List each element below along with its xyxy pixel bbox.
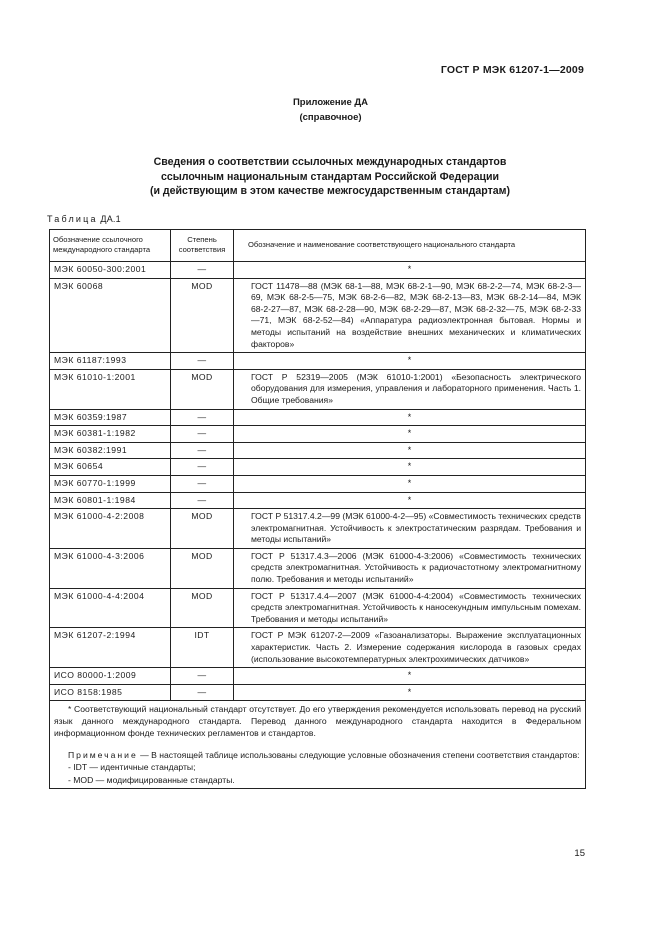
table-row [50, 588, 586, 628]
cell-international-standard: МЭК 60359:1987 [50, 409, 171, 426]
table-row [50, 475, 586, 492]
cell-degree: MOD [171, 278, 234, 353]
table-label [47, 214, 121, 224]
cell-international-standard: МЭК 60050-300:2001 [50, 262, 171, 279]
cell-degree: — [171, 353, 234, 370]
standards-table [49, 229, 586, 789]
national-standard-text: ГОСТ Р 51317.4.3—2006 (МЭК 61000-4-3:2006) «Совместимость технических средств электромагнитная. Устойчивость к радиочастотному электромагнитному полю. Требования и методы испытаний» [251, 550, 581, 585]
cell-national-standard: * [234, 409, 586, 426]
cell-degree: — [171, 684, 234, 701]
cell-national-standard: * [234, 262, 586, 279]
page-number: 15 [574, 848, 585, 859]
cell-international-standard: МЭК 60068 [50, 278, 171, 353]
table-row [50, 548, 586, 588]
note [54, 749, 581, 761]
cell-national-standard: * [234, 668, 586, 685]
cell-degree: MOD [171, 369, 234, 409]
cell-international-standard: МЭК 60654 [50, 459, 171, 476]
cell-degree: — [171, 442, 234, 459]
national-standard-text: ГОСТ Р МЭК 61207-2—2009 «Газоанализаторы. Выражение эксплуатационных характеристик. Часть 2. Измерение содержания кислорода в газовых средах (использование высокотемпературных электрохимических датчиков» [251, 630, 581, 664]
footnote: * Соответствующий национальный стандарт отсутствует. До его утверждения рекомендуется использовать перевод на русский язык данного международного стандарта. Перевод данного международного стандарта находится в Федеральном информационном фонде технических регламентов и стандартов. [54, 704, 581, 739]
cell-degree: — [171, 668, 234, 685]
note-item: - MOD — модифицированные стандарты. [68, 774, 235, 785]
cell-degree: — [171, 409, 234, 426]
table-row [50, 442, 586, 459]
cell-national-standard: * [234, 684, 586, 701]
annex-heading [0, 95, 661, 125]
cell-international-standard: МЭК 61000-4-3:2006 [50, 548, 171, 588]
table-row [50, 426, 586, 443]
table-row [50, 668, 586, 685]
cell-international-standard: МЭК 60382:1991 [50, 442, 171, 459]
cell-international-standard: МЭК 60801-1:1984 [50, 492, 171, 509]
title-line: (и действующим в этом качестве межгосударственным стандартам) [149, 185, 511, 197]
table-row [50, 509, 586, 549]
cell-degree: IDT [171, 628, 234, 668]
national-standard-text: ГОСТ 11478—88 (МЭК 68-1—88, МЭК 68-2-1—90, МЭК 68-2-2—74, МЭК 68-2-3—69, МЭК 68-2-5—75, МЭК 68-2-6—82, МЭК 68-2-13—83, МЭК 68-2-14—84, МЭК 68-2-27—87, МЭК 68-2-28—90, МЭК 68-2-29—87, МЭК 68-2-32—75, МЭК 68-2-33—71, МЭК 68-2-52—84) «Аппаратура радиоэлектронная бытовая. Нормы и методы испытаний на воздействие внешних механических и климатических факторов» [251, 280, 581, 349]
cell-international-standard: ИСО 80000-1:2009 [50, 668, 171, 685]
cell-degree: — [171, 492, 234, 509]
national-standard-text: ГОСТ Р 51317.4.2—99 (МЭК 61000-4-2—95) «Совместимость технических средств электромагнитная. Устойчивость к электростатическим разрядам. Требования и методы испытаний» [251, 511, 581, 545]
title-line: ссылочным национальным стандартам Российской Федерации [160, 170, 500, 183]
cell-degree: — [171, 475, 234, 492]
annex-title: Приложение ДА [292, 97, 369, 108]
note-item: - IDT — идентичные стандарты; [68, 762, 196, 773]
header-national-standard: Обозначение и наименование соответствующего национального стандарта [234, 230, 586, 262]
cell-national-standard: * [234, 492, 586, 509]
cell-degree: — [171, 426, 234, 443]
table-row [50, 369, 586, 409]
table-body [50, 262, 586, 701]
cell-national-standard [234, 369, 586, 409]
cell-international-standard: МЭК 60770-1:1999 [50, 475, 171, 492]
table-row [50, 409, 586, 426]
table-row [50, 459, 586, 476]
header-international-standard: Обозначение ссылочного международного стандарта [50, 230, 171, 262]
note-label: Примечание [68, 750, 138, 761]
table-row [50, 262, 586, 279]
table-row [50, 492, 586, 509]
cell-international-standard: МЭК 61010-1:2001 [50, 369, 171, 409]
cell-national-standard [234, 509, 586, 549]
cell-national-standard: * [234, 475, 586, 492]
cell-international-standard: ИСО 8158:1985 [50, 684, 171, 701]
cell-degree: MOD [171, 548, 234, 588]
cell-national-standard: * [234, 353, 586, 370]
cell-national-standard: * [234, 426, 586, 443]
cell-national-standard [234, 548, 586, 588]
cell-degree: MOD [171, 509, 234, 549]
cell-national-standard: * [234, 459, 586, 476]
table-row [50, 353, 586, 370]
cell-national-standard [234, 588, 586, 628]
cell-international-standard: МЭК 60381-1:1982 [50, 426, 171, 443]
annex-subtitle: (справочное) [299, 112, 362, 123]
cell-degree: — [171, 459, 234, 476]
table-header-row [50, 230, 586, 262]
cell-national-standard: * [234, 442, 586, 459]
title-line: Сведения о соответствии ссылочных международных стандартов [153, 156, 507, 168]
cell-international-standard: МЭК 61000-4-4:2004 [50, 588, 171, 628]
cell-international-standard: МЭК 61187:1993 [50, 353, 171, 370]
cell-international-standard: МЭК 61207-2:1994 [50, 628, 171, 668]
notes-cell [50, 701, 586, 789]
cell-degree: MOD [171, 588, 234, 628]
note-text: — В настоящей таблице использованы следующие условные обозначения степени соответствия стандартов: [140, 750, 580, 761]
national-standard-text: ГОСТ Р 52319—2005 (МЭК 61010-1:2001) «Безопасность электрического оборудования для измерения, управления и лабораторного применения. Часть 1. Общие требования» [251, 371, 581, 405]
cell-national-standard [234, 278, 586, 353]
notes-row [50, 701, 586, 789]
header-degree: Степень соответствия [171, 230, 234, 262]
table-label-word: Таблица [47, 214, 98, 224]
table-row [50, 628, 586, 668]
table-row [50, 278, 586, 353]
document-code: ГОСТ Р МЭК 61207-1—2009 [440, 64, 584, 76]
national-standard-text: ГОСТ Р 51317.4.4—2007 (МЭК 61000-4-4:2004) «Совместимость технических средств электромагнитная. Устойчивость к наносекундным импульсным помехам. Требования и методы испытаний» [251, 590, 581, 624]
table-label-number: ДА.1 [100, 214, 121, 224]
page-title [40, 155, 620, 199]
cell-national-standard [234, 628, 586, 668]
cell-degree: — [171, 262, 234, 279]
table-row [50, 684, 586, 701]
cell-international-standard: МЭК 61000-4-2:2008 [50, 509, 171, 549]
